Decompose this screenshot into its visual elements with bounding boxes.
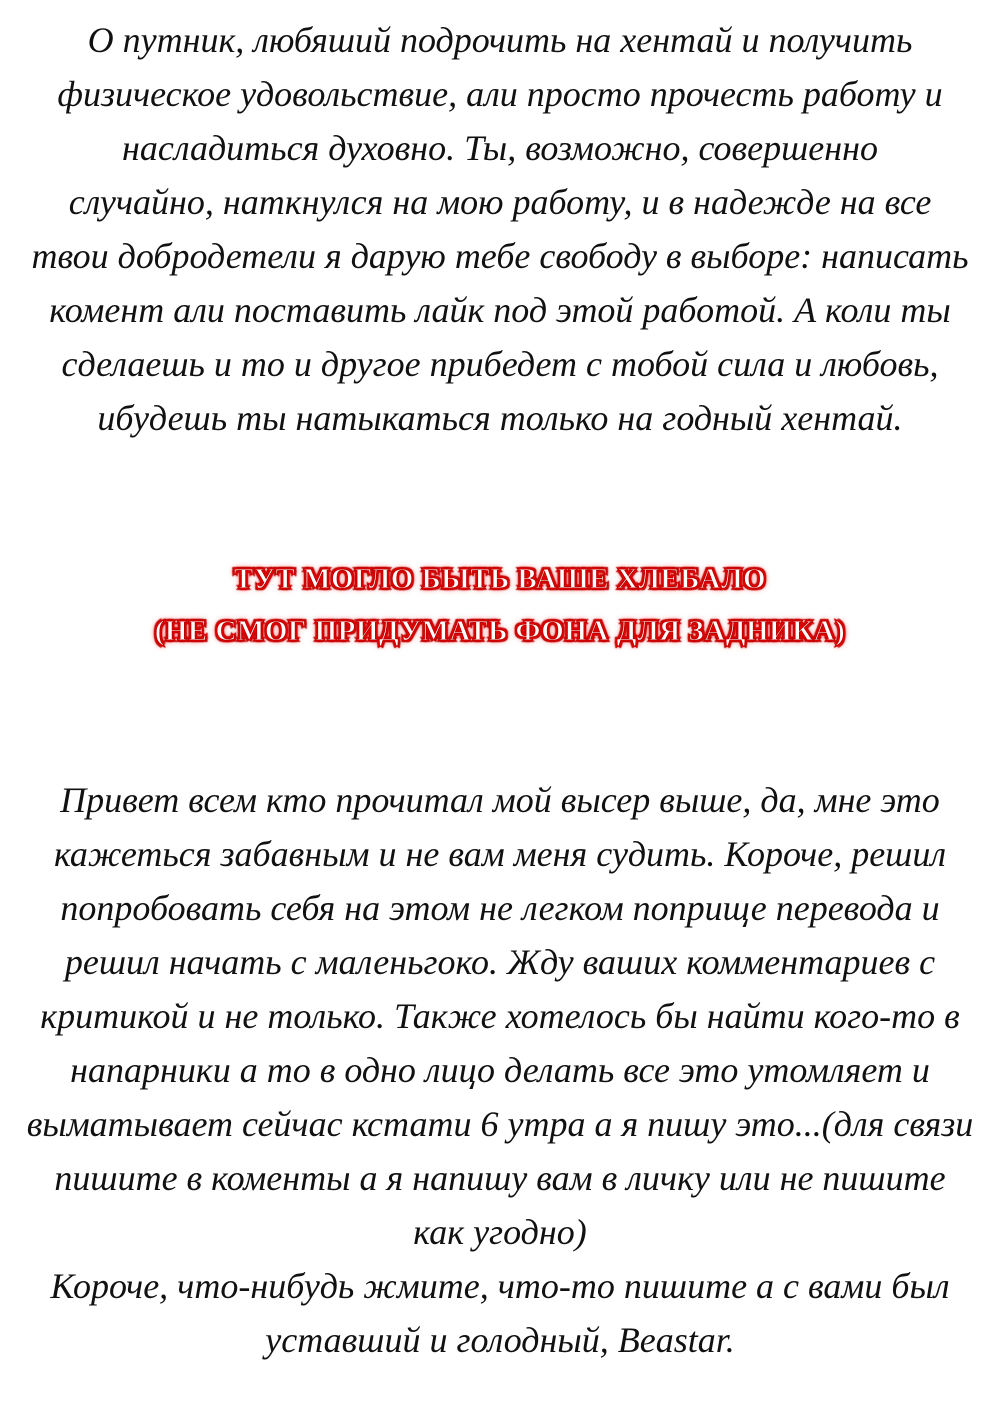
- signoff-paragraph: [0, 1259, 1000, 1367]
- message-line: критикой и не только. Также хотелось бы найти кого-то в: [40, 996, 960, 1036]
- intro-line: ибудешь ты натыкаться только на годный хентай.: [97, 398, 903, 438]
- message-line: кажеться забавным и не вам меня судить. Короче, решил: [53, 834, 947, 874]
- glowing-placeholder-banner: [0, 553, 1000, 657]
- intro-line: насладиться духовно. Ты, возможно, совершенно: [122, 128, 878, 168]
- message-line: решил начать с маленьгоко. Жду ваших комментариев с: [64, 942, 936, 982]
- placeholder-title: ТУТ МОГЛО БЫТЬ ВАШЕ ХЛЕБАЛО: [233, 563, 767, 595]
- message-line: как угодно): [413, 1212, 587, 1252]
- intro-line: твои добродетели я дарую тебе свободу в выборе: написать: [31, 236, 969, 276]
- intro-line: физическое удовольствие, али просто прочесть работу и: [57, 74, 943, 114]
- message-line: пишите в коменты а я напишу вам в личку или не пишите: [54, 1158, 946, 1198]
- translator-message-paragraph: [0, 773, 1000, 1259]
- intro-line: О путник, любяший подрочить на хентай и получить: [87, 20, 913, 60]
- message-line: попробовать себя на этом не легком поприще перевода и: [60, 888, 940, 928]
- signoff-line: уставший и голодный, Beastar.: [265, 1320, 735, 1360]
- intro-line: случайно, наткнулся на мою работу, и в надежде на все: [68, 182, 932, 222]
- message-line: Привет всем кто прочитал мой высер выше, да, мне это: [60, 780, 940, 820]
- intro-line: сделаешь и то и другое прибедет с тобой сила и любовь,: [61, 344, 939, 384]
- intro-paragraph: [0, 13, 1000, 445]
- message-line: напарники а то в одно лицо делать все это утомляет и: [70, 1050, 930, 1090]
- intro-line: комент али поставить лайк под этой работой. А коли ты: [49, 290, 951, 330]
- message-line: выматывает сейчас кстати 6 утра а я пишу это...(для связи: [26, 1104, 974, 1144]
- signoff-line: Короче, что-нибудь жмите, что-то пишите а с вами был: [50, 1266, 950, 1306]
- placeholder-subtitle: (НЕ СМОГ ПРИДУМАТЬ ФОНА ДЛЯ ЗАДНИКА): [154, 615, 846, 647]
